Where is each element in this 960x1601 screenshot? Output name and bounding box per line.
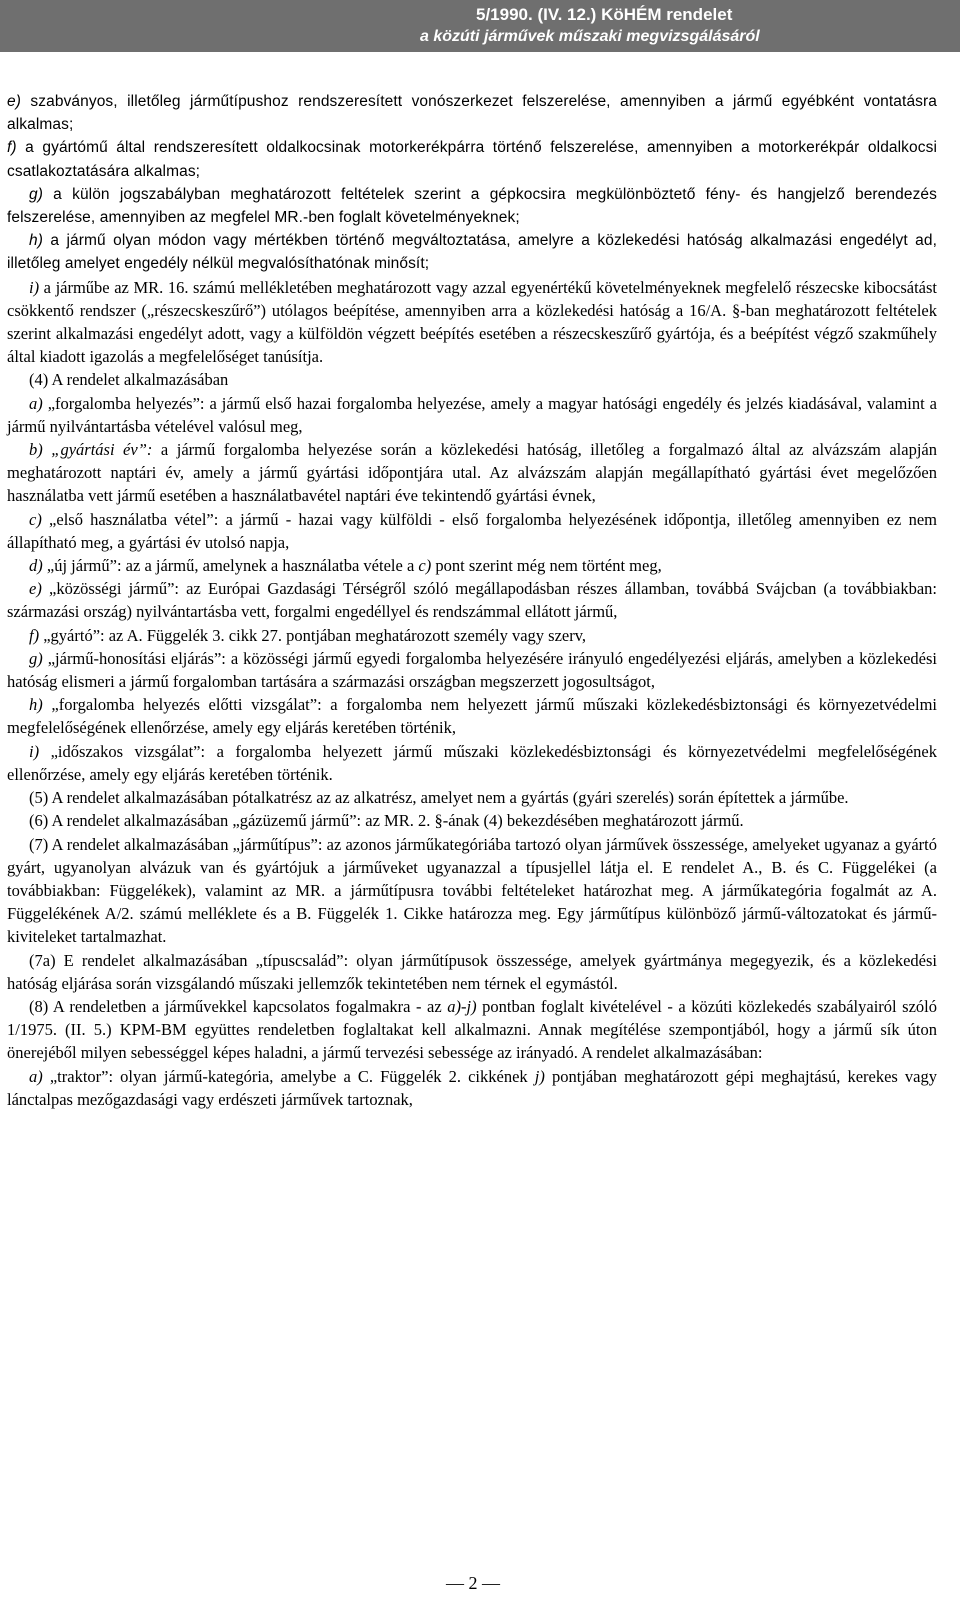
definition-d	[7, 554, 937, 577]
clause-text: „traktor”: olyan jármű-kategória, amelybe a C. Függelék 2. cikkének	[42, 1066, 535, 1086]
clause-text: „gyártó”: az A. Függelék 3. cikk 27. pontjában meghatározott személy vagy szerv,	[39, 625, 587, 645]
section-7: (7) A rendelet alkalmazásában „járműtípus”: az azonos járműkategóriába tartozó olyan járművek összessége, amelyeket ugyanaz a gyártó gyárt, ugyanolyan alvázuk van és gyártójuk a járműveket ugyanazzal a típusjellel látja el. E rendelet A., B. és C. Függelékei (a továbbiakban: Függelékek), valamint az MR. a járműtípusra további feltételeket határozhat meg. A járműkategória fogalmát az A. Függelékének A/2. számú melléklete és a B. Függelék 1. Cikke határozza meg. Egy járműtípus különböző jármű-változatokat és jármű-kiviteleket tartalmazhat.	[7, 834, 937, 947]
clause-i	[7, 276, 937, 369]
clause-text: : a jármű első hazai forgalomba helyezése, amely a magyar hatósági engedély és jelzés kiadásával, valamint a jármű nyilvántartásba vételével valósul meg,	[7, 393, 938, 436]
clause-text: „jármű-honosítási eljárás”: a közösségi jármű egyedi forgalomba helyezésére irányuló engedélyezési eljárás, amelyben a közlekedési hatóság elismeri a jármű forgalomban tartására a származási országban megszerzett jogosultságot,	[7, 648, 937, 692]
clause-text: pont szerint még nem történt meg,	[431, 556, 662, 576]
clause-text: pontjában meghatározott gépi meghajtású, kerekes vagy lánctalpas mezőgazdasági vagy erdészeti járművek tartoznak,	[7, 1066, 937, 1109]
clause-text: szabványos, illetőleg járműtípushoz rendszeresített vonószerkezet felszerelése, amennyiben a jármű egyébként vontatásra alkalmas;	[7, 93, 937, 134]
clause-text: „új jármű”: az a jármű, amelynek a használatba vétele a	[42, 556, 419, 576]
clause-reference: c)	[418, 556, 432, 576]
section-4-intro: (4) A rendelet alkalmazásában	[29, 370, 229, 390]
clause-g	[7, 183, 937, 229]
clause-label: d)	[29, 556, 43, 576]
clause-e	[7, 90, 937, 136]
clause-label: f)	[29, 625, 40, 645]
section-8-definition-a	[7, 1065, 937, 1111]
clause-text: pontban foglalt kivételével - a közúti közlekedés szabályairól szóló 1/1975. (II. 5.) KPM-BM együttes rendeletben foglaltakat kell alkalmazni. Annak megítélése szempontjából, hogy a jármű sík úton önerejéből milyen sebességgel képes haladni, a jármű tervezési sebessége az irányadó. A rendelet alkalmazásában:	[7, 996, 937, 1063]
clause-reference: a)-j)	[447, 996, 477, 1016]
clause-label: e)	[7, 93, 21, 110]
section-7a: (7a) E rendelet alkalmazásában „típuscsalád”: olyan járműtípusok összessége, amelyek gyártmánya megegyezik, és a közlekedési hatóság eljárása során vizsgálandó műszaki jellemzők tekintetében nem térnek el egymástól.	[7, 950, 937, 993]
section-6: (6) A rendelet alkalmazásában „gázüzemű jármű”: az MR. 2. §-ának (4) bekezdésében meghatározott jármű.	[29, 811, 744, 831]
clause-label: c)	[29, 509, 42, 529]
clause-label: g)	[29, 648, 43, 668]
clause-text: „közösségi jármű”: az Európai Gazdasági Térségről szóló megállapodásban részes államban, továbbá Svájcban (a továbbiakban: származási ország) nyilvántartásba vett, forgalmi engedéllyel és rendszámmal ellátott jármű,	[7, 579, 937, 622]
clause-label: i)	[29, 741, 40, 761]
clause-label: g)	[29, 185, 43, 203]
clause-text: a jármű olyan módon vagy mértékben történő megváltoztatása, amelyre a közlekedési hatóság alkalmazási engedélyt ad, illetőleg amelyet engedély nélkül megvalósíthatónak minősít;	[7, 232, 937, 273]
definition-g	[7, 647, 937, 693]
clause-label: b)	[29, 440, 43, 460]
definition-h	[7, 693, 937, 739]
clause-f	[7, 136, 937, 182]
definition-i	[7, 740, 937, 786]
header-subtitle: a közúti járművek műszaki megvizsgálásáról	[420, 28, 760, 45]
defined-term: „gyártási év”:	[42, 440, 153, 460]
clause-label: h)	[29, 695, 43, 715]
clause-text: a járműbe az MR. 16. számú mellékletében meghatározott vagy azzal egyenértékű követelményeknek megfelelő részecske kibocsátást csökkentő rendszer („részecskeszűrő”) utólagos beépítése, amennyiben arra a közlekedési hatóság a 16/A. §-ban meghatározott feltételek szerint alkalmazási engedélyt adott, vagy a külföldön végzett beépítés esetében a részecskeszűrő gyártója, és a beépítést végző szakműhely által kiadott igazolás a megfelelőséget tanúsítja.	[7, 277, 937, 367]
definition-a	[7, 392, 937, 438]
clause-h	[7, 229, 937, 275]
clause-reference: j)	[534, 1066, 545, 1086]
definition-b	[7, 438, 937, 508]
definition-e	[7, 577, 937, 623]
definition-f	[7, 624, 937, 647]
clause-text: „első használatba vétel”: a jármű - hazai vagy külföldi - első forgalomba helyezésének időpontja, illetőleg amennyiben ez nem állapítható meg, a gyártási év utolsó napja,	[7, 509, 937, 552]
clause-label: i)	[29, 277, 40, 297]
document-body	[7, 90, 937, 1111]
section-8	[7, 995, 937, 1065]
definition-c	[7, 508, 937, 554]
clause-label: a)	[29, 1066, 43, 1086]
clause-text: a jármű forgalomba helyezése során a közlekedési hatóság, illetőleg a forgalmazó által az alvázszám alapján meghatározott naptári év, amely a jármű gyártási időpontjára utal. Az alvázszám alapján megállapítható gyártási évet megelőzően használatba vett jármű esetében a használatbavétel naptári éve tekintendő gyártási évnek,	[7, 440, 937, 506]
clause-label: h)	[29, 232, 43, 250]
header-title: 5/1990. (IV. 12.) KöHÉM rendelet	[476, 5, 733, 24]
clause-text: a gyártómű által rendszeresített oldalkocsinak motorkerékpárra történő felszerelése, amennyiben a motorkerékpár oldalkocsi csatlakoztatására alkalmas;	[7, 139, 937, 180]
clause-text: „forgalomba helyezés előtti vizsgálat”: a forgalomba nem helyezett jármű műszaki közlekedésbiztonsági és környezetvédelmi megfelelőségének ellenőrzése, amely egy eljárás keretében történik,	[7, 695, 937, 738]
clause-label: f)	[7, 139, 17, 157]
clause-text: „időszakos vizsgálat”: a forgalomba helyezett jármű műszaki közlekedésbiztonsági és környezetvédelmi megfelelőségének ellenőrzése, amely egy eljárás keretében történik.	[7, 741, 937, 784]
defined-term: „forgalomba helyezés”	[42, 393, 200, 413]
clause-label: a)	[29, 393, 43, 413]
clause-label: e)	[29, 579, 42, 599]
clause-text: (8) A rendeletben a járművekkel kapcsolatos fogalmakra - az	[29, 996, 448, 1016]
page-header	[0, 0, 960, 52]
page-number: — 2 —	[446, 1573, 500, 1593]
clause-text: a külön jogszabályban meghatározott feltételek szerint a gépkocsira megkülönböztető fény- és hangjelző berendezés felszerelése, amennyiben az megfelel MR.-ben foglalt követelményeknek;	[7, 185, 937, 227]
section-5: (5) A rendelet alkalmazásában pótalkatrész az az alkatrész, amelyet nem a gyártás (gyári szerelés) során építettek a járműbe.	[29, 788, 849, 808]
